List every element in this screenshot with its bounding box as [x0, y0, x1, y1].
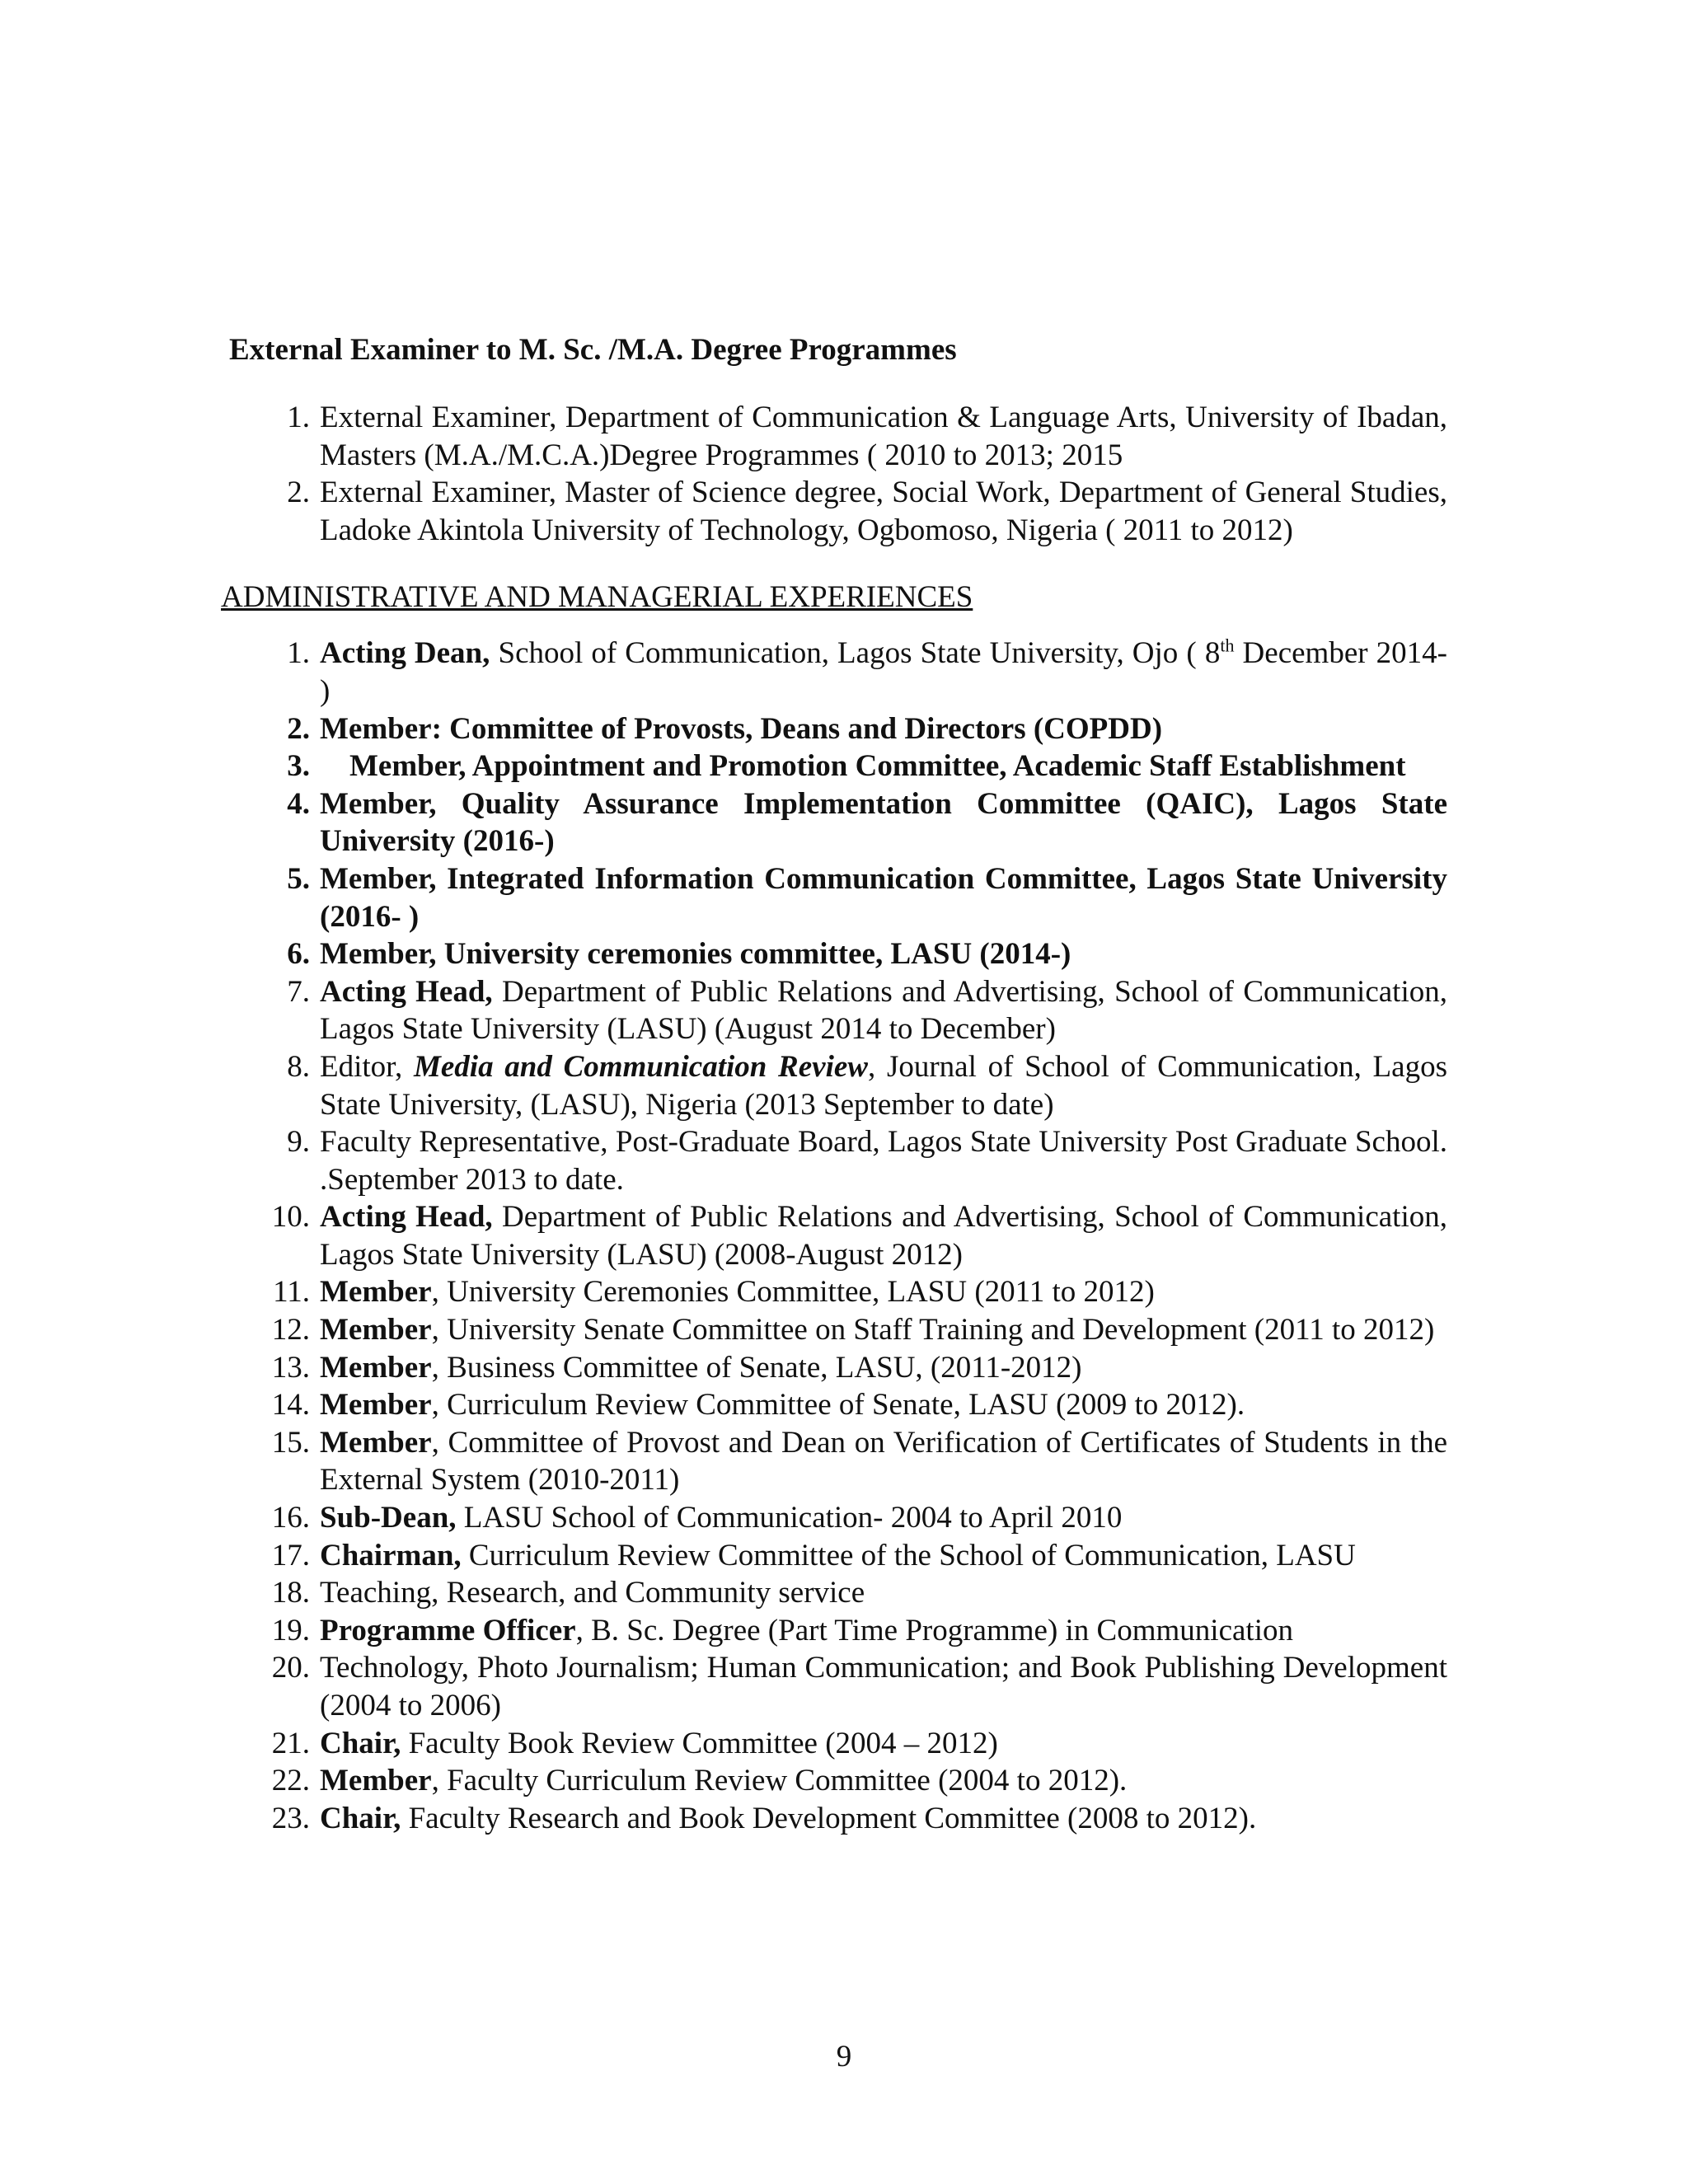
list-item: 21. Chair, Faculty Book Review Committee (2004 – 2012)	[271, 1726, 998, 1760]
external-examiner-heading: External Examiner to M. Sc. /M.A. Degree Programmes	[229, 333, 957, 367]
administrative-list	[221, 635, 1447, 1837]
external-examiner-list	[221, 399, 1447, 549]
list-item: 23. Chair, Faculty Research and Book Development Committee (2008 to 2012).	[271, 1801, 1257, 1835]
list-item: 22. Member, Faculty Curriculum Review Committee (2004 to 2012).	[271, 1764, 1128, 1798]
page-content	[221, 331, 1447, 1837]
list-item: 19. Programme Officer, B. Sc. Degree (Part Time Programme) in Communication	[271, 1613, 1293, 1647]
list-item: 10. Acting Head, Department of Public Relations and Advertising, School of Communication, Lagos State University (LASU) (2008-August 2012)	[271, 1200, 1447, 1272]
list-item: 5. Member, Integrated Information Communication Committee, Lagos State University (2016- )	[287, 861, 1447, 934]
list-item: 2. Member: Committee of Provosts, Deans and Directors (COPDD)	[287, 711, 1163, 746]
list-item: 17. Chairman, Curriculum Review Committee of the School of Communication, LASU	[271, 1538, 1356, 1572]
list-item: 11. Member, University Ceremonies Committee, LASU (2011 to 2012)	[273, 1275, 1155, 1310]
list-item: 16. Sub-Dean, LASU School of Communication- 2004 to April 2010	[271, 1501, 1123, 1535]
list-item: 3. Member, Appointment and Promotion Committee, Academic Staff Establishment	[287, 749, 1406, 784]
administrative-heading: ADMINISTRATIVE AND MANAGERIAL EXPERIENCES	[221, 580, 973, 615]
list-item: 12. Member, University Senate Committee on Staff Training and Development (2011 to 2012)	[271, 1313, 1435, 1347]
list-item: 13. Member, Business Committee of Senate, LASU, (2011-2012)	[271, 1350, 1082, 1385]
list-item: 8. Editor, Media and Communication Review, Journal of School of Communication, Lagos State University, (LASU), Nigeria (2013 September to date)	[287, 1049, 1447, 1122]
list-item: 18. Teaching, Research, and Community service	[271, 1576, 865, 1610]
list-item: 9. Faculty Representative, Post-Graduate Board, Lagos State University Post Graduate School. .September 2013 to date.	[287, 1125, 1447, 1197]
list-item: 1. External Examiner, Department of Communication & Language Arts, University of Ibadan, Masters (M.A./M.C.A.)Degree Programmes ( 2010 to 2013; 2015	[287, 401, 1447, 472]
list-item: 6. Member, University ceremonies committee, LASU (2014-)	[287, 937, 1071, 972]
list-item: 1. Acting Dean, School of Communication, Lagos State University, Ojo ( 8th December 2014- )	[287, 635, 1447, 708]
list-item: 4. Member, Quality Assurance Implementation Committee (QAIC), Lagos State University (2016-)	[287, 786, 1447, 859]
list-item: 2. External Examiner, Master of Science degree, Social Work, Department of General Studies, Ladoke Akintola University of Technology, Ogbomoso, Nigeria ( 2011 to 2012)	[287, 476, 1447, 547]
page-number: 9	[836, 2040, 852, 2074]
list-item: 15. Member, Committee of Provost and Dean on Verification of Certificates of Students in the External System (2010-2011)	[271, 1425, 1447, 1497]
list-item: 7. Acting Head, Department of Public Relations and Advertising, School of Communication, Lagos State University (LASU) (August 2014 to December)	[287, 974, 1447, 1047]
list-item: 14. Member, Curriculum Review Committee of Senate, LASU (2009 to 2012).	[271, 1388, 1245, 1422]
list-item: 20. Technology, Photo Journalism; Human Communication; and Book Publishing Development (2004 to 2006)	[271, 1651, 1447, 1722]
